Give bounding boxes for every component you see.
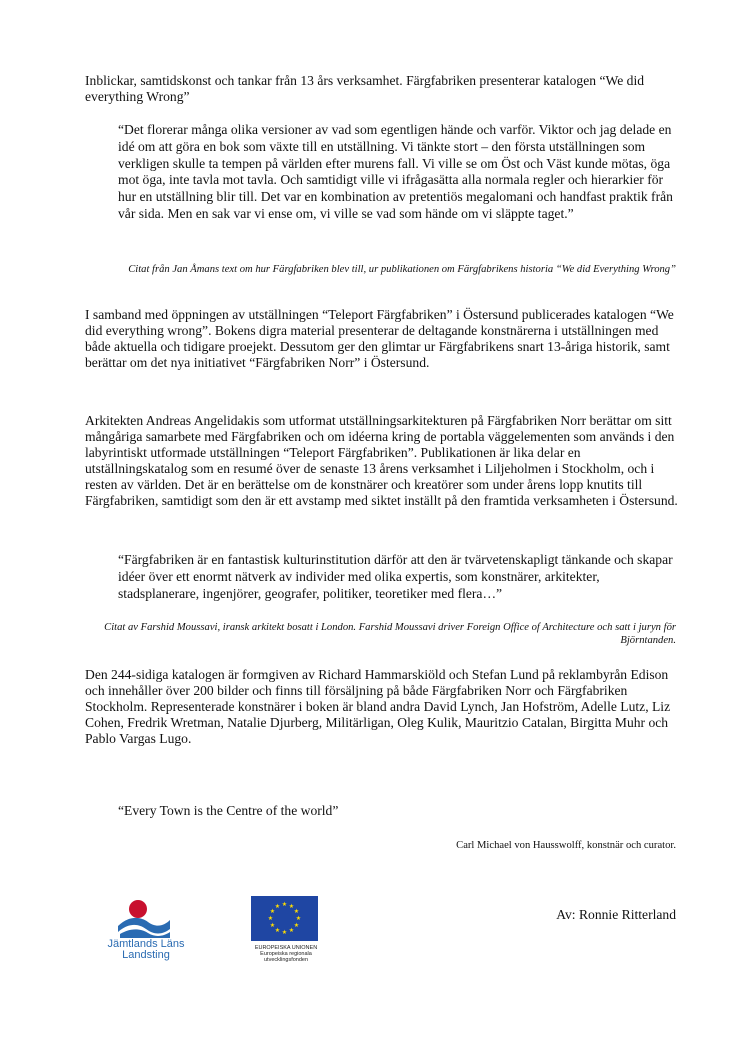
jamtlands-lans-landsting-logo	[86, 896, 206, 966]
paragraph-architect: Arkitekten Andreas Angelidakis som utformat utställningsarkitekturen på Färgfabriken Norr berättar om sitt mångåriga samarbete med Färgfabriken och om idéerna kring de portabla väggelementen som används i den labyrintiskt utformade utställningen “Teleport Färgfabriken”. Publikationen är lika delar en utställningskatalog som en resumé över de senaste 13 årens verksamhet i Liljeholmen i Stockholm, och i resten av världen. Det är en berättelse om de konstnärer och kreatörer som under årens lopp knutits till Färgfabriken, samtidigt som den är ett avstamp med siktet inställt på den framtida verksamheten i Östersund.	[85, 413, 678, 508]
quote-moussavi: “Färgfabriken är en fantastisk kulturinstitution därför att den är tvärvetenskapligt tänkande och skapar idéer över ett enormt nätverk av individer med olika expertis, som konstnärer, arkitekter, stadsplanerare, ingenjörer, geografer, politiker, teoretiker med flera…”	[118, 552, 673, 601]
svg-text:★: ★	[293, 922, 300, 929]
quote-every-town: “Every Town is the Centre of the world”	[118, 803, 339, 818]
svg-text:★: ★	[274, 903, 281, 910]
quote-aman: “Det florerar många olika versioner av vad som egentligen hände och varför. Viktor och jag delade en idé om att göra en bok som växte till en utställning. Vi tänkte stort – den första utställningen som verkligen skulle ta tempen på världen efter murens fall. Vi ville se om Öst och Väst kunde mötas, öga mot öga, inte tavla mot tavla. Och samtidigt ville vi ifrågasätta alla normala regler och hierarkier för hur en utställning blir till. Det var en kombination av pretentiös megalomani och handfast praktik från vår sida. Men en sak var vi ense om, vi ville se vad som hände om vi släppte taget.”	[118, 122, 673, 221]
eu-stars-icon	[251, 896, 318, 941]
eu-flag	[251, 896, 318, 941]
svg-text:★: ★	[281, 929, 288, 936]
svg-text:★: ★	[281, 901, 288, 908]
svg-text:★: ★	[274, 927, 281, 934]
eu-fund-label: Europeiska regionala utvecklingsfonden	[260, 951, 312, 963]
landsting-name: Jämtlands Läns Landsting	[107, 938, 185, 961]
svg-text:★: ★	[267, 915, 274, 922]
landsting-emblem-icon	[118, 898, 170, 938]
author-byline: Av: Ronnie Ritterland	[556, 907, 676, 922]
svg-text:★: ★	[269, 908, 276, 915]
citation-moussavi: Citat av Farshid Moussavi, iransk arkitekt bosatt i London. Farshid Moussavi driver Foreign Office of Architecture och satt i juryn för Björntanden.	[104, 622, 676, 646]
svg-text:★: ★	[288, 927, 295, 934]
svg-text:★: ★	[293, 908, 300, 915]
svg-text:★: ★	[288, 903, 295, 910]
eu-label: EUROPEISKA UNIONEN	[254, 945, 318, 951]
svg-text:★: ★	[269, 922, 276, 929]
citation-aman: Citat från Jan Åmans text om hur Färgfabriken blev till, ur publikationen om Färgfabrikens historia “We did Everything Wrong”	[128, 264, 676, 275]
intro-paragraph: Inblickar, samtidskonst och tankar från 13 års verksamhet. Färgfabriken presenterar katalogen “We did everything Wrong”	[85, 73, 645, 104]
paragraph-catalogue: I samband med öppningen av utställningen “Teleport Färgfabriken” i Östersund publicerades katalogen “We did everything wrong”. Bokens digra material presenterar de deltagande konstnärerna i utställningen med både aktuella och tidigare proejekt. Dessutom ger den glimtar ur Färgfabrikens snart 13-åriga historik, samt berättar om det nya initiativet “Färgfabriken Norr” i Östersund.	[85, 307, 674, 370]
svg-text:★: ★	[295, 915, 302, 922]
eu-logo	[246, 896, 326, 966]
paragraph-book-details: Den 244-sidiga katalogen är formgiven av Richard Hammarskiöld och Stefan Lund på reklambyrån Edison och innehåller över 200 bilder och finns till försäljning på både Färgfabriken Norr och Färgfabriken Stockholm. Representerade konstnärer i boken är bland andra David Lynch, Jan Hofström, Adelle Lutz, Liz Cohen, Fredrik Wretman, Natalie Djurberg, Militärligan, Oleg Kulik, Mauritzio Catalan, Birgitta Muhr och Pablo Vargas Lugo.	[85, 667, 671, 746]
quote-attribution: Carl Michael von Hausswolff, konstnär och curator.	[456, 840, 676, 851]
